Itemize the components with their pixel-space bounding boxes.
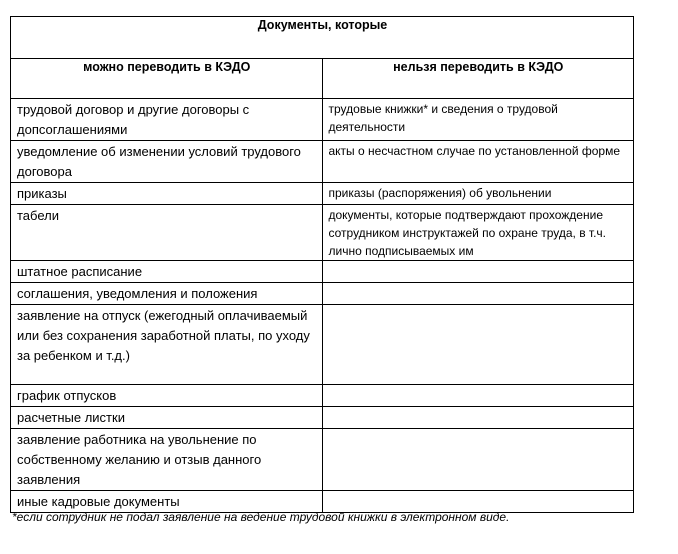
forbidden-cell: приказы (распоряжения) об увольнении xyxy=(322,183,634,205)
column-header-forbidden: нельзя переводить в КЭДО xyxy=(322,59,634,99)
forbidden-cell xyxy=(322,283,634,305)
documents-table xyxy=(10,16,634,513)
allowed-cell: штатное расписание xyxy=(11,261,323,283)
allowed-cell: приказы xyxy=(11,183,323,205)
forbidden-cell xyxy=(322,429,634,491)
forbidden-cell: акты о несчастном случае по установленной форме xyxy=(322,141,634,183)
table-title-row xyxy=(11,17,634,59)
forbidden-cell: трудовые книжки* и сведения о трудовой деятельности xyxy=(322,99,634,141)
footnote: *если сотрудник не подал заявление на ведение трудовой книжки в электронном виде. xyxy=(12,510,510,524)
forbidden-cell xyxy=(322,385,634,407)
forbidden-cell xyxy=(322,407,634,429)
allowed-cell: уведомление об изменении условий трудового договора xyxy=(11,141,323,183)
column-header-allowed: можно переводить в КЭДО xyxy=(11,59,323,99)
table-row xyxy=(11,99,634,141)
allowed-cell: трудовой договор и другие договоры с допсоглашениями xyxy=(11,99,323,141)
allowed-cell: табели xyxy=(11,205,323,261)
table-row xyxy=(11,261,634,283)
table-row xyxy=(11,305,634,385)
table-row xyxy=(11,429,634,491)
forbidden-cell xyxy=(322,305,634,385)
table-row xyxy=(11,407,634,429)
allowed-cell: заявление работника на увольнение по собственному желанию и отзыв данного заявления xyxy=(11,429,323,491)
table-row xyxy=(11,283,634,305)
forbidden-cell xyxy=(322,261,634,283)
table-row xyxy=(11,385,634,407)
allowed-cell: расчетные листки xyxy=(11,407,323,429)
table-row xyxy=(11,141,634,183)
table-row xyxy=(11,183,634,205)
allowed-cell: график отпусков xyxy=(11,385,323,407)
table-row xyxy=(11,205,634,261)
forbidden-cell: документы, которые подтверждают прохождение сотрудником инструктажей по охране труда, в т.ч. лично подписываемых им xyxy=(322,205,634,261)
table-title: Документы, которые xyxy=(11,17,634,59)
allowed-cell: заявление на отпуск (ежегодный оплачиваемый или без сохранения заработной платы, по уходу за ребенком и т.д.) xyxy=(11,305,323,385)
allowed-cell: иные кадровые документы xyxy=(11,491,323,513)
allowed-cell: соглашения, уведомления и положения xyxy=(11,283,323,305)
table-header-row xyxy=(11,59,634,99)
